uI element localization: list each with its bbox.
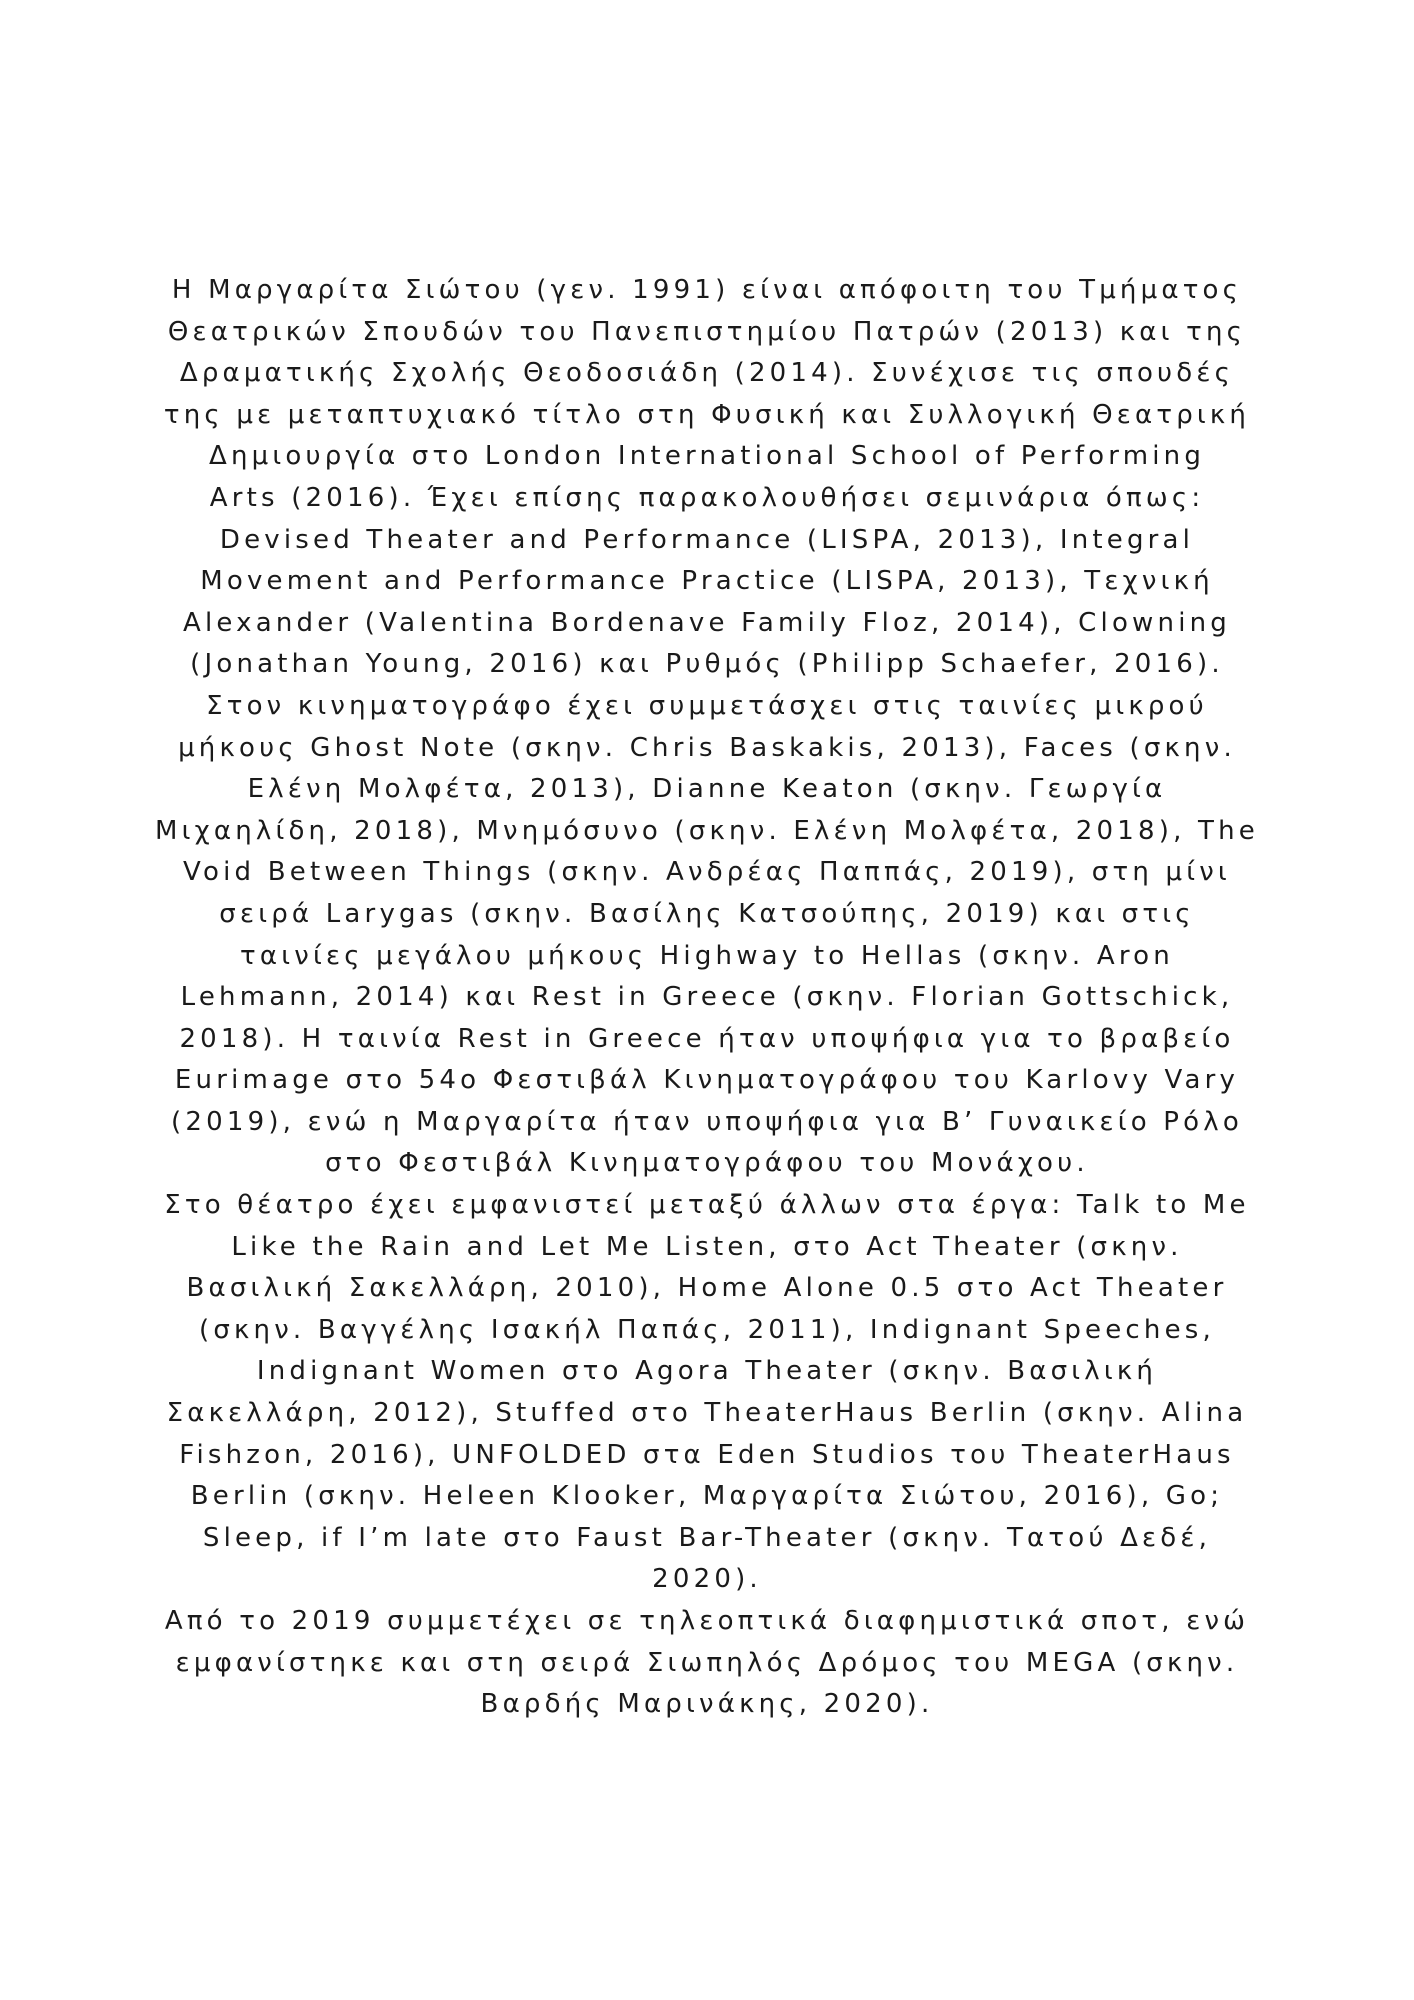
text-line: (2019), ενώ η Μαργαρίτα ήταν υποψήφια για Β’ Γυναικείο Ρόλο — [171, 1106, 1243, 1137]
text-line: Berlin (σκην. Heleen Klooker, Μαργαρίτα Σιώτου, 2016), Go; — [190, 1481, 1224, 1512]
text-line: Lehmann, 2014) και Rest in Greece (σκην. Florian Gottschick, — [180, 982, 1234, 1013]
text-line: Μιχαηλίδη, 2018), Μνημόσυνο (σκην. Ελένη Μολφέτα, 2018), The — [155, 815, 1259, 846]
text-line: μήκους Ghost Note (σκην. Chris Baskakis, 2013), Faces (σκην. — [178, 732, 1236, 763]
biography-text — [70, 270, 1344, 1726]
text-line: Δραματικής Σχολής Θεοδοσιάδη (2014). Συνέχισε τις σπουδές — [179, 358, 1235, 389]
text-line: Fishzon, 2016), UNFOLDED στα Eden Studios του TheaterHaus — [179, 1439, 1235, 1470]
text-line: εμφανίστηκε και στη σειρά Σιωπηλός Δρόμος του MEGA (σκην. — [175, 1647, 1239, 1678]
text-line: Void Between Things (σκην. Ανδρέας Παππάς, 2019), στη μίνι — [183, 857, 1231, 888]
text-line: ταινίες μεγάλου μήκους Highway to Hellas (σκην. Aron — [240, 940, 1174, 971]
text-line: Δημιουργία στο London International School of Performing — [208, 441, 1206, 472]
text-line: Alexander (Valentina Bordenave Family Floz, 2014), Clowning — [182, 607, 1232, 638]
text-line: Η Μαργαρίτα Σιώτου (γεν. 1991) είναι απόφοιτη του Τμήματος — [171, 275, 1243, 305]
text-line: Στον κινηματογράφο έχει συμμετάσχει στις ταινίες μικρού — [206, 690, 1208, 721]
text-line: Devised Theater and Performance (LISPA, 2013), Integral — [219, 524, 1195, 555]
text-line: Ελένη Μολφέτα, 2013), Dianne Keaton (σκην. Γεωργία — [247, 774, 1167, 805]
text-line: Arts (2016). Έχει επίσης παρακολουθήσει σεμινάρια όπως: — [209, 482, 1205, 513]
text-line: 2018). Η ταινία Rest in Greece ήταν υποψήφια για το βραβείο — [179, 1023, 1235, 1054]
text-line: Sleep, if I’m late στο Faust Bar-Theater (σκην. Τατού Δεδέ, — [202, 1522, 1212, 1553]
text-line: Βασιλική Σακελλάρη, 2010), Home Alone 0.5 στο Act Theater — [186, 1273, 1228, 1304]
text-line: στο Φεστιβάλ Κινηματογράφου του Μονάχου. — [325, 1148, 1089, 1179]
text-line: Eurimage στο 54ο Φεστιβάλ Κινηματογράφου του Karlovy Vary — [174, 1065, 1240, 1096]
text-line: Like the Rain and Let Me Listen, στο Act Theater (σκην. — [231, 1231, 1183, 1262]
text-line: Θεατρικών Σπουδών του Πανεπιστημίου Πατρών (2013) και της — [167, 316, 1247, 347]
text-line: Στο θέατρο έχει εμφανιστεί μεταξύ άλλων στα έργα: Talk to Me — [164, 1190, 1250, 1221]
text-line: Βαρδής Μαρινάκης, 2020). — [480, 1689, 934, 1720]
text-line: Από το 2019 συμμετέχει σε τηλεοπτικά διαφημιστικά σποτ, ενώ — [164, 1606, 1250, 1636]
text-line: 2020). — [652, 1564, 762, 1595]
text-line: (Jonathan Young, 2016) και Ρυθμός (Philipp Schaefer, 2016). — [190, 649, 1224, 680]
text-line: Σακελλάρη, 2012), Stuffed στο TheaterHaus Berlin (σκην. Alina — [166, 1398, 1248, 1429]
text-line: Indignant Women στο Agora Theater (σκην. Βασιλική — [256, 1356, 1158, 1387]
text-line: (σκην. Βαγγέλης Ισακήλ Παπάς, 2011), Indignant Speeches, — [198, 1314, 1216, 1345]
text-line: της με μεταπτυχιακό τίτλο στη Φυσική και Συλλογική Θεατρική — [163, 399, 1251, 430]
text-line: σειρά Larygas (σκην. Βασίλης Κατσούπης, 2019) και στις — [219, 898, 1195, 929]
text-line: Movement and Performance Practice (LISPA, 2013), Τεχνική — [200, 566, 1214, 597]
